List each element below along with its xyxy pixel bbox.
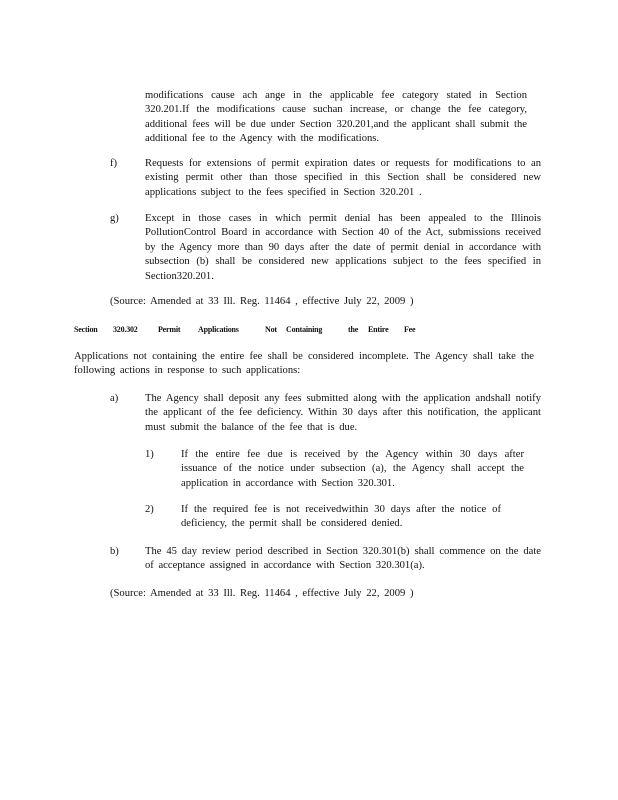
item-g-text: Except in those cases in which permit denial has been appealed to the Illinois PollutionControl Board in accordance with Section 40 of the Act, submissions received by the Agency more than 90 days after the date of permit denial in accordance with subsection (b) shall be considered new applications subject to the fees specified in Section320.201. bbox=[145, 213, 541, 282]
heading-word: Containing bbox=[286, 325, 323, 334]
heading-word: Entire bbox=[368, 325, 389, 334]
item-a-marker: a) bbox=[110, 393, 119, 404]
source-note: (Source: Amended at 33 Ill. Reg. 11464 , effective July 22, 2009 ) bbox=[110, 588, 414, 599]
item-f-marker: f) bbox=[110, 158, 118, 169]
heading-section-number: 320.302 bbox=[113, 325, 138, 334]
sub-item-1-marker: 1) bbox=[145, 449, 154, 460]
sub-item-2-text: If the required fee is not receivedwithin 30 days after the notice of deficiency, the permit shall be considered denied. bbox=[181, 504, 501, 530]
item-a-text: The Agency shall deposit any fees submitted along with the application andshall notify the applicant of the fee deficiency. Within 30 days after this notification, the applicant must submit the balance of the fee that is due. bbox=[145, 393, 541, 433]
heading-word: Permit bbox=[158, 325, 181, 334]
item-b-marker: b) bbox=[110, 546, 119, 557]
heading-section-word: Section bbox=[74, 325, 98, 334]
sub-item-1-text: If the entire fee due is received by the Agency within 30 days after issuance of the notice under subsection (a), the Agency shall accept the application in accordance with Section 320.301. bbox=[181, 449, 524, 489]
heading-word: Fee bbox=[404, 325, 416, 334]
item-f-text: Requests for extensions of permit expiration dates or requests for modifications to an existing permit other than those specified in this Section shall be considered new applications subject to the fees specified in Section 320.201 . bbox=[145, 158, 541, 198]
sub-item-2-marker: 2) bbox=[145, 504, 154, 515]
heading-word: the bbox=[348, 325, 359, 334]
heading-word: Applications bbox=[198, 325, 239, 334]
source-note: (Source: Amended at 33 Ill. Reg. 11464 , effective July 22, 2009 ) bbox=[110, 296, 414, 307]
intro-paragraph: Applications not containing the entire fee shall be considered incomplete. The Agency shall take the following actions in response to such applications: bbox=[74, 351, 534, 377]
item-b-text: The 45 day review period described in Section 320.301(b) shall commence on the date of acceptance assigned in accordance with Section 320.301(a). bbox=[145, 546, 541, 572]
continued-paragraph: modifications cause ach ange in the applicable fee category stated in Section 320.201.If the modifications cause suchan increase, or change the fee category, additional fees will be due under Section 320.201,and the applicant shall submit the additional fee to the Agency with the modifications. bbox=[145, 90, 527, 145]
item-g-marker: g) bbox=[110, 213, 119, 224]
heading-word: Not bbox=[265, 325, 277, 334]
